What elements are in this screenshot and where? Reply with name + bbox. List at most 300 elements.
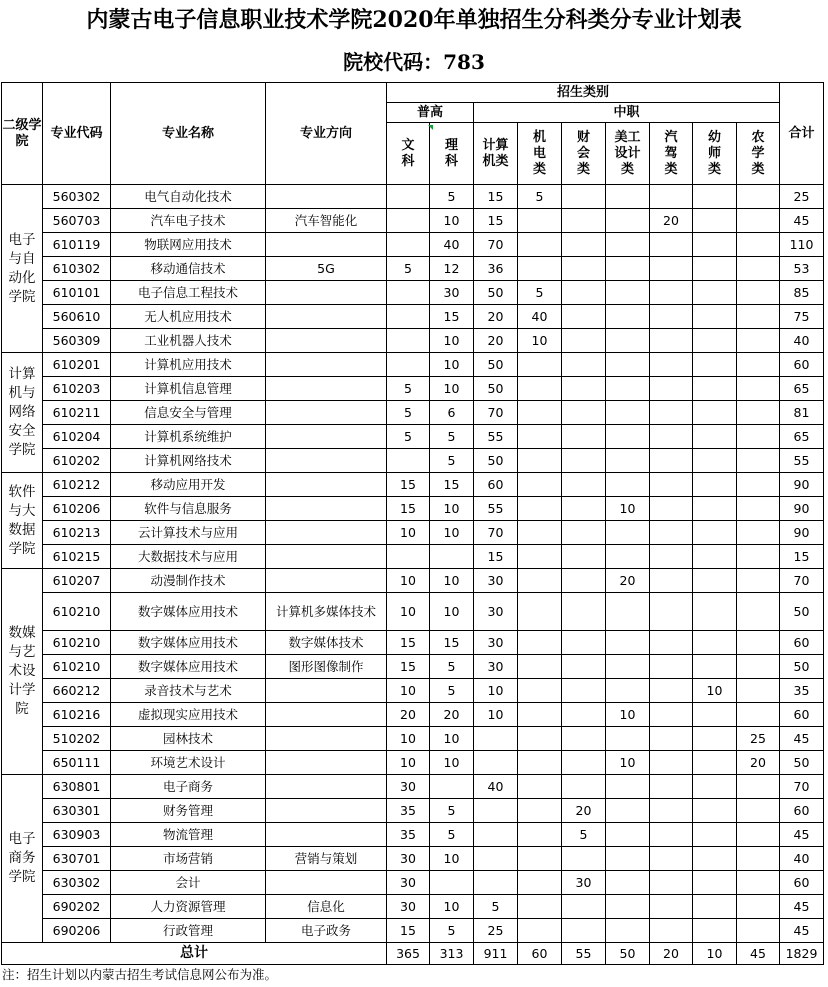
- caikuai-cell: [562, 703, 606, 727]
- like-cell: 15: [430, 473, 474, 497]
- jidian-cell: 40: [518, 305, 562, 329]
- youshi-cell: [693, 703, 737, 727]
- like-cell: 10: [430, 847, 474, 871]
- header-name: 专业名称: [111, 83, 266, 185]
- row-total-cell: 90: [780, 473, 824, 497]
- major-direction-cell: [266, 305, 387, 329]
- major-direction-cell: [266, 679, 387, 703]
- youshi-cell: [693, 257, 737, 281]
- qijia-cell: [650, 631, 693, 655]
- jisuanji-cell: 10: [474, 703, 518, 727]
- meigong-cell: [606, 473, 650, 497]
- major-code-cell: 560703: [43, 209, 111, 233]
- caikuai-cell: [562, 679, 606, 703]
- jidian-cell: [518, 521, 562, 545]
- caikuai-cell: [562, 631, 606, 655]
- college-cell: 电子商务学院: [2, 775, 43, 943]
- jidian-cell: [518, 751, 562, 775]
- caikuai-cell: [562, 449, 606, 473]
- jisuanji-cell: 10: [474, 679, 518, 703]
- like-cell: 5: [430, 655, 474, 679]
- major-name-cell: 大数据技术与应用: [111, 545, 266, 569]
- major-name-cell: 虚拟现实应用技术: [111, 703, 266, 727]
- row-total-cell: 45: [780, 209, 824, 233]
- row-total-cell: 40: [780, 329, 824, 353]
- major-direction-cell: [266, 521, 387, 545]
- major-direction-cell: [266, 233, 387, 257]
- row-total-cell: 60: [780, 631, 824, 655]
- major-name-cell: 物流管理: [111, 823, 266, 847]
- wenke-cell: 10: [387, 751, 430, 775]
- major-direction-cell: 电子政务: [266, 919, 387, 943]
- youshi-cell: [693, 631, 737, 655]
- total-meigong: 50: [606, 943, 650, 965]
- like-cell: [430, 871, 474, 895]
- header-like: 理科: [430, 123, 474, 185]
- table-row: [2, 775, 824, 799]
- jidian-cell: [518, 919, 562, 943]
- row-total-cell: 55: [780, 449, 824, 473]
- youshi-cell: [693, 895, 737, 919]
- major-code-cell: 610302: [43, 257, 111, 281]
- meigong-cell: [606, 545, 650, 569]
- school-code: 院校代码：783: [343, 50, 485, 74]
- row-total-cell: 90: [780, 521, 824, 545]
- major-direction-cell: [266, 449, 387, 473]
- like-cell: [430, 545, 474, 569]
- major-direction-cell: [266, 353, 387, 377]
- wenke-cell: [387, 233, 430, 257]
- row-total-cell: 90: [780, 497, 824, 521]
- header-youshi: 幼师类: [693, 123, 737, 185]
- qijia-cell: [650, 281, 693, 305]
- major-direction-cell: [266, 281, 387, 305]
- nongxue-cell: [737, 425, 780, 449]
- jidian-cell: [518, 871, 562, 895]
- table-row: [2, 751, 824, 775]
- nongxue-cell: [737, 679, 780, 703]
- meigong-cell: [606, 257, 650, 281]
- caikuai-cell: 20: [562, 799, 606, 823]
- nongxue-cell: [737, 281, 780, 305]
- table-row: [2, 655, 824, 679]
- youshi-cell: [693, 233, 737, 257]
- nongxue-cell: [737, 919, 780, 943]
- qijia-cell: [650, 473, 693, 497]
- qijia-cell: [650, 593, 693, 631]
- major-code-cell: 610211: [43, 401, 111, 425]
- like-cell: 5: [430, 185, 474, 209]
- youshi-cell: [693, 593, 737, 631]
- wenke-cell: 30: [387, 775, 430, 799]
- youshi-cell: [693, 751, 737, 775]
- table-row: [2, 497, 824, 521]
- meigong-cell: [606, 799, 650, 823]
- wenke-cell: 15: [387, 473, 430, 497]
- college-cell: 计算机与网络安全学院: [2, 353, 43, 473]
- nongxue-cell: [737, 895, 780, 919]
- table-row: [2, 353, 824, 377]
- like-cell: 15: [430, 631, 474, 655]
- meigong-cell: [606, 871, 650, 895]
- row-total-cell: 60: [780, 703, 824, 727]
- like-cell: 20: [430, 703, 474, 727]
- header-total: 合计: [780, 83, 824, 185]
- caikuai-cell: [562, 847, 606, 871]
- major-name-cell: 人力资源管理: [111, 895, 266, 919]
- nongxue-cell: [737, 631, 780, 655]
- caikuai-cell: [562, 473, 606, 497]
- qijia-cell: [650, 823, 693, 847]
- qijia-cell: [650, 425, 693, 449]
- qijia-cell: [650, 377, 693, 401]
- youshi-cell: [693, 823, 737, 847]
- qijia-cell: [650, 775, 693, 799]
- like-cell: 6: [430, 401, 474, 425]
- total-grand: 1829: [780, 943, 824, 965]
- major-direction-cell: 营销与策划: [266, 847, 387, 871]
- table-row: [2, 425, 824, 449]
- qijia-cell: [650, 703, 693, 727]
- header-meigong: 美工设计类: [606, 123, 650, 185]
- meigong-cell: [606, 823, 650, 847]
- jidian-cell: [518, 401, 562, 425]
- like-cell: 10: [430, 569, 474, 593]
- major-code-cell: 610101: [43, 281, 111, 305]
- table-row: [2, 727, 824, 751]
- jidian-cell: [518, 631, 562, 655]
- caikuai-cell: [562, 377, 606, 401]
- wenke-cell: 10: [387, 593, 430, 631]
- row-total-cell: 15: [780, 545, 824, 569]
- table-row: [2, 919, 824, 943]
- wenke-cell: [387, 305, 430, 329]
- meigong-cell: [606, 919, 650, 943]
- table-row: [2, 569, 824, 593]
- header-caikuai: 财会类: [562, 123, 606, 185]
- major-code-cell: 630701: [43, 847, 111, 871]
- major-direction-cell: [266, 545, 387, 569]
- caikuai-cell: [562, 209, 606, 233]
- meigong-cell: 20: [606, 569, 650, 593]
- major-direction-cell: [266, 329, 387, 353]
- meigong-cell: [606, 679, 650, 703]
- like-cell: 10: [430, 497, 474, 521]
- caikuai-cell: [562, 545, 606, 569]
- jidian-cell: [518, 449, 562, 473]
- row-total-cell: 75: [780, 305, 824, 329]
- major-name-cell: 电子信息工程技术: [111, 281, 266, 305]
- qijia-cell: [650, 497, 693, 521]
- youshi-cell: 10: [693, 679, 737, 703]
- meigong-cell: [606, 593, 650, 631]
- meigong-cell: [606, 185, 650, 209]
- nongxue-cell: [737, 329, 780, 353]
- table-row: [2, 257, 824, 281]
- wenke-cell: 10: [387, 521, 430, 545]
- wenke-cell: 30: [387, 871, 430, 895]
- major-name-cell: 计算机网络技术: [111, 449, 266, 473]
- youshi-cell: [693, 521, 737, 545]
- like-cell: 10: [430, 329, 474, 353]
- major-name-cell: 计算机信息管理: [111, 377, 266, 401]
- youshi-cell: [693, 353, 737, 377]
- qijia-cell: [650, 257, 693, 281]
- qijia-cell: [650, 847, 693, 871]
- nongxue-cell: [737, 847, 780, 871]
- caikuai-cell: 30: [562, 871, 606, 895]
- major-name-cell: 云计算技术与应用: [111, 521, 266, 545]
- jisuanji-cell: 70: [474, 521, 518, 545]
- meigong-cell: [606, 209, 650, 233]
- table-row: [2, 329, 824, 353]
- major-direction-cell: 信息化: [266, 895, 387, 919]
- jidian-cell: [518, 497, 562, 521]
- row-total-cell: 45: [780, 727, 824, 751]
- footnote: 注：招生计划以内蒙古招生考试信息网公布为准。: [2, 967, 278, 982]
- qijia-cell: [650, 449, 693, 473]
- major-code-cell: 610203: [43, 377, 111, 401]
- major-name-cell: 财务管理: [111, 799, 266, 823]
- major-code-cell: 560309: [43, 329, 111, 353]
- jidian-cell: [518, 799, 562, 823]
- jidian-cell: 10: [518, 329, 562, 353]
- qijia-cell: [650, 305, 693, 329]
- table-row: [2, 593, 824, 631]
- major-code-cell: 610215: [43, 545, 111, 569]
- meigong-cell: [606, 305, 650, 329]
- like-cell: 30: [430, 281, 474, 305]
- row-total-cell: 60: [780, 353, 824, 377]
- nongxue-cell: [737, 305, 780, 329]
- like-cell: 5: [430, 919, 474, 943]
- header-jidian: 机电类: [518, 123, 562, 185]
- jidian-cell: [518, 895, 562, 919]
- total-label: 总计: [2, 943, 387, 965]
- major-direction-cell: [266, 727, 387, 751]
- major-direction-cell: 计算机多媒体技术: [266, 593, 387, 631]
- major-direction-cell: [266, 377, 387, 401]
- caikuai-cell: [562, 751, 606, 775]
- major-code-cell: 610210: [43, 631, 111, 655]
- jisuanji-cell: [474, 751, 518, 775]
- jisuanji-cell: [474, 871, 518, 895]
- nongxue-cell: [737, 545, 780, 569]
- major-direction-cell: 图形图像制作: [266, 655, 387, 679]
- major-name-cell: 无人机应用技术: [111, 305, 266, 329]
- like-cell: 5: [430, 679, 474, 703]
- header-general: 普高: [387, 103, 474, 123]
- enrollment-plan-table: [1, 82, 824, 965]
- major-direction-cell: [266, 425, 387, 449]
- major-name-cell: 物联网应用技术: [111, 233, 266, 257]
- row-total-cell: 35: [780, 679, 824, 703]
- youshi-cell: [693, 655, 737, 679]
- youshi-cell: [693, 497, 737, 521]
- jidian-cell: [518, 775, 562, 799]
- major-direction-cell: [266, 871, 387, 895]
- caikuai-cell: [562, 569, 606, 593]
- like-cell: 5: [430, 823, 474, 847]
- nongxue-cell: [737, 497, 780, 521]
- row-total-cell: 45: [780, 823, 824, 847]
- like-cell: 10: [430, 377, 474, 401]
- like-cell: 10: [430, 593, 474, 631]
- jisuanji-cell: 25: [474, 919, 518, 943]
- wenke-cell: 15: [387, 655, 430, 679]
- row-total-cell: 53: [780, 257, 824, 281]
- like-cell: 10: [430, 521, 474, 545]
- meigong-cell: [606, 631, 650, 655]
- major-direction-cell: 数字媒体技术: [266, 631, 387, 655]
- jidian-cell: [518, 679, 562, 703]
- major-code-cell: 510202: [43, 727, 111, 751]
- wenke-cell: 5: [387, 401, 430, 425]
- jidian-cell: [518, 377, 562, 401]
- total-wenke: 365: [387, 943, 430, 965]
- meigong-cell: [606, 329, 650, 353]
- college-cell: 软件与大数据学院: [2, 473, 43, 569]
- row-total-cell: 60: [780, 799, 824, 823]
- qijia-cell: [650, 871, 693, 895]
- nongxue-cell: [737, 823, 780, 847]
- jidian-cell: [518, 209, 562, 233]
- youshi-cell: [693, 727, 737, 751]
- wenke-cell: 10: [387, 727, 430, 751]
- youshi-cell: [693, 569, 737, 593]
- qijia-cell: [650, 895, 693, 919]
- nongxue-cell: [737, 401, 780, 425]
- row-total-cell: 85: [780, 281, 824, 305]
- major-code-cell: 630302: [43, 871, 111, 895]
- jisuanji-cell: 70: [474, 233, 518, 257]
- major-code-cell: 610213: [43, 521, 111, 545]
- row-total-cell: 81: [780, 401, 824, 425]
- like-cell: 5: [430, 799, 474, 823]
- major-name-cell: 环境艺术设计: [111, 751, 266, 775]
- youshi-cell: [693, 209, 737, 233]
- qijia-cell: [650, 185, 693, 209]
- major-code-cell: 630903: [43, 823, 111, 847]
- like-cell: 5: [430, 449, 474, 473]
- major-code-cell: 610201: [43, 353, 111, 377]
- table-row: [2, 233, 824, 257]
- wenke-cell: 30: [387, 895, 430, 919]
- meigong-cell: 10: [606, 703, 650, 727]
- nongxue-cell: [737, 353, 780, 377]
- cell-comment-marker: [428, 125, 433, 130]
- nongxue-cell: [737, 775, 780, 799]
- table-row: [2, 449, 824, 473]
- youshi-cell: [693, 425, 737, 449]
- header-qijia: 汽驾类: [650, 123, 693, 185]
- row-total-cell: 65: [780, 425, 824, 449]
- nongxue-cell: [737, 449, 780, 473]
- table-row: [2, 545, 824, 569]
- caikuai-cell: [562, 919, 606, 943]
- nongxue-cell: 25: [737, 727, 780, 751]
- major-name-cell: 电子商务: [111, 775, 266, 799]
- nongxue-cell: [737, 799, 780, 823]
- jisuanji-cell: 36: [474, 257, 518, 281]
- caikuai-cell: [562, 655, 606, 679]
- table-row: [2, 823, 824, 847]
- table-row: [2, 305, 824, 329]
- major-code-cell: 610212: [43, 473, 111, 497]
- major-code-cell: 610204: [43, 425, 111, 449]
- caikuai-cell: [562, 497, 606, 521]
- caikuai-cell: [562, 281, 606, 305]
- row-total-cell: 40: [780, 847, 824, 871]
- caikuai-cell: [562, 775, 606, 799]
- nongxue-cell: [737, 655, 780, 679]
- table-row: [2, 401, 824, 425]
- jidian-cell: [518, 353, 562, 377]
- wenke-cell: 35: [387, 799, 430, 823]
- youshi-cell: [693, 871, 737, 895]
- major-direction-cell: [266, 185, 387, 209]
- jidian-cell: [518, 847, 562, 871]
- table-row: [2, 847, 824, 871]
- major-code-cell: 690202: [43, 895, 111, 919]
- table-row: [2, 473, 824, 497]
- like-cell: 40: [430, 233, 474, 257]
- qijia-cell: [650, 655, 693, 679]
- jisuanji-cell: 55: [474, 425, 518, 449]
- college-cell: 电子与自动化学院: [2, 185, 43, 353]
- youshi-cell: [693, 847, 737, 871]
- major-name-cell: 行政管理: [111, 919, 266, 943]
- major-direction-cell: 汽车智能化: [266, 209, 387, 233]
- table-row: [2, 799, 824, 823]
- jidian-cell: [518, 727, 562, 751]
- major-code-cell: 610210: [43, 593, 111, 631]
- major-name-cell: 动漫制作技术: [111, 569, 266, 593]
- major-name-cell: 数字媒体应用技术: [111, 593, 266, 631]
- like-cell: 5: [430, 425, 474, 449]
- total-qijia: 20: [650, 943, 693, 965]
- jisuanji-cell: [474, 847, 518, 871]
- college-cell: 数媒与艺术设计学院: [2, 569, 43, 775]
- meigong-cell: [606, 401, 650, 425]
- header-jisuanji: 计算机类: [474, 123, 518, 185]
- meigong-cell: [606, 775, 650, 799]
- major-direction-cell: [266, 497, 387, 521]
- jisuanji-cell: 30: [474, 655, 518, 679]
- wenke-cell: [387, 329, 430, 353]
- caikuai-cell: [562, 233, 606, 257]
- header-college: 二级学院: [2, 83, 43, 185]
- major-direction-cell: [266, 569, 387, 593]
- table-row: [2, 209, 824, 233]
- qijia-cell: [650, 233, 693, 257]
- qijia-cell: 20: [650, 209, 693, 233]
- major-name-cell: 移动通信技术: [111, 257, 266, 281]
- row-total-cell: 45: [780, 895, 824, 919]
- row-total-cell: 45: [780, 919, 824, 943]
- wenke-cell: 10: [387, 569, 430, 593]
- major-code-cell: 610206: [43, 497, 111, 521]
- nongxue-cell: [737, 377, 780, 401]
- youshi-cell: [693, 377, 737, 401]
- jidian-cell: [518, 233, 562, 257]
- row-total-cell: 50: [780, 593, 824, 631]
- major-code-cell: 610202: [43, 449, 111, 473]
- major-direction-cell: [266, 775, 387, 799]
- wenke-cell: 15: [387, 631, 430, 655]
- table-body: [2, 185, 824, 943]
- jisuanji-cell: 30: [474, 569, 518, 593]
